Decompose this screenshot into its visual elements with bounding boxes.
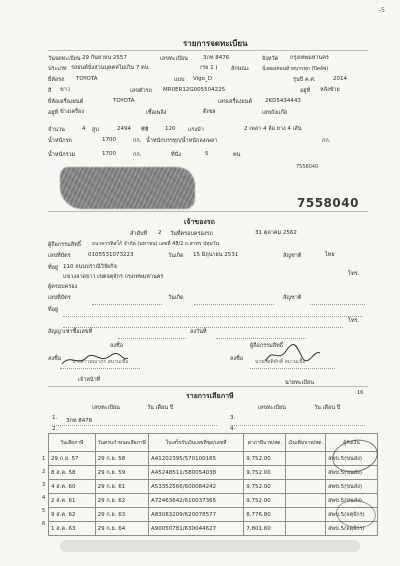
owner-heading: เจ้าของรถ <box>184 218 215 226</box>
th-receipt: ใบเสร็จรับเงินเลขที่ชุด/เลขที่ <box>148 434 243 452</box>
plate-value: 3กท 8476 <box>203 55 230 61</box>
cell-paid: 2 ส.ค. 61 <box>49 494 96 508</box>
title-divider <box>48 50 368 51</box>
cell-surcharge <box>286 452 326 466</box>
engine-loc-value: ข้างเครื่อง <box>60 109 85 115</box>
large-code: 7558040 <box>297 196 359 210</box>
owner-name-label: ผู้ถือกรรมสิทธิ์ <box>48 242 82 248</box>
sig2-label: ลงชื่อ <box>48 356 62 362</box>
style-value: นั่งสองตอนท้ายบรรทุก (ปิคอัพ) <box>262 66 329 72</box>
tax-history-table <box>48 433 378 536</box>
row-mark: 1 <box>42 456 46 462</box>
reg-date-value: 29 กันยายน 2557 <box>82 55 127 61</box>
owner-nat-value: ไทย <box>325 252 335 258</box>
registrar-role: นายทะเบียน <box>285 380 315 386</box>
cell-receiver: สพข.5(จตุจักร) <box>326 522 378 536</box>
row-mark: 6 <box>42 521 46 527</box>
cell-surcharge <box>286 494 326 508</box>
plate-label: เลขทะเบียน <box>160 56 188 62</box>
color-label: สี <box>48 88 52 94</box>
year-label: รุ่นปี ค.ศ. <box>293 77 316 83</box>
tax-row2-num: 2. <box>52 426 58 432</box>
cell-tax: 9,752.00 <box>244 452 286 466</box>
table-row <box>49 466 378 480</box>
total-weight-value: 1700 <box>102 151 116 157</box>
cell-receiver: สพข.5(ขนส่ง) <box>326 480 378 494</box>
cell-tax: 8,776.80 <box>244 508 286 522</box>
th-paid-date: วันเสียภาษี <box>49 434 96 452</box>
holder-tel-label: โทร. <box>348 318 360 324</box>
cell-paid: 9 ส.ค. 62 <box>49 508 96 522</box>
cc-unit: ซีซี <box>141 127 149 133</box>
fuel-label: เชื้อเพลิง <box>146 110 167 116</box>
holder-id-label: เลขที่บัตร <box>48 295 71 301</box>
type-value: รถยนต์นั่งส่วนบุคคลไม่เกิน 7 คน <box>71 65 149 71</box>
cell-receiver: สพข.5(ขนส่ง) <box>326 452 378 466</box>
type-label: ประเภท <box>48 66 67 72</box>
hp-value: 120 <box>165 126 176 132</box>
owner-addr-value-2: แขวงลาดยาว เขตจตุจักร กรุงเทพมหานคร <box>63 274 164 280</box>
model-value: Vigo_D <box>193 76 213 82</box>
cell-receiver: สพข.5(จตุจักร) <box>326 508 378 522</box>
cell-due: 29 ก.ย. 62 <box>95 494 148 508</box>
tax-table-header-row <box>49 434 378 452</box>
owner-date-value: 31 ตุลาคม 2562 <box>255 230 297 236</box>
cell-due: 29 ก.ย. 61 <box>95 480 148 494</box>
tax-heading: รายการเสียภาษี <box>186 392 234 400</box>
brand-value: TOYOTA <box>76 76 98 82</box>
owner-seq-value: 2 <box>158 230 162 236</box>
cell-due: 29 ก.ย. 59 <box>95 466 148 480</box>
sig-holder-role: ผู้ถือกรรมสิทธิ์ <box>250 343 284 349</box>
owner-date-label: วันที่ครอบครองรถ <box>170 231 213 237</box>
cell-paid: 8 ส.ค. 58 <box>49 466 96 480</box>
row-mark: 5 <box>42 508 46 514</box>
engine-loc-label: อยู่ที่ <box>48 110 59 116</box>
cell-surcharge <box>286 508 326 522</box>
engine-no-value: 2KD5434443 <box>265 98 301 104</box>
table-row <box>49 494 378 508</box>
chassis-loc-value: หลังซ้าย <box>320 87 340 93</box>
cell-surcharge <box>286 466 326 480</box>
weight-unit: กก. <box>133 138 142 144</box>
cell-receipt: A72463642/610037365 <box>148 494 243 508</box>
tax-row4-num: 4. <box>230 426 236 432</box>
cylinders-value: 4 <box>82 126 86 132</box>
owner-nat-label: สัญชาติ <box>283 253 302 259</box>
owner-dob-value: 15 มิถุนายน 2531 <box>193 252 239 258</box>
cell-due: 29 ก.ย. 58 <box>95 452 148 466</box>
chassis-label: เลขตัวรถ <box>130 88 152 94</box>
holder-nat-label: สัญชาติ <box>283 295 302 301</box>
scan-smudge <box>60 540 360 552</box>
cell-tax: 7,801.60 <box>244 522 286 536</box>
redaction-scribble <box>60 167 195 209</box>
cell-surcharge <box>286 522 326 536</box>
color-value: ขาว <box>60 87 70 93</box>
sig3-label: ลงชื่อ <box>230 356 244 362</box>
tax-col2-label: วัน เดือน ปี <box>147 405 174 411</box>
cell-due: 29 ก.ย. 64 <box>95 522 148 536</box>
weight-label: น้ำหนักรถ <box>48 138 72 144</box>
tax-divider <box>48 386 368 387</box>
owner-name-value: ธนาคารทิสโก้ จำกัด (มหาชน) เลขที่ 48/2 ถ.สาทร ปทุมวัน <box>92 241 219 247</box>
row-mark: 4 <box>42 495 46 501</box>
total-weight-label: น้ำหนักรวม <box>48 152 76 158</box>
cell-receiver: สพข.5(ขนส่ง) <box>326 494 378 508</box>
lease-label: สัญญาเช่าซื้อเลขที่ <box>48 329 93 335</box>
tax-row3-num: 3. <box>230 415 236 421</box>
owner-addr-label: ที่อยู่ <box>48 265 59 271</box>
th-tax: ค่าภาษีบาท/สต. <box>244 434 286 452</box>
owner-tel-label: โทร. <box>348 271 360 277</box>
seats-value: 5 <box>205 151 209 157</box>
officer-role: เจ้าหน้าที่ <box>78 377 101 383</box>
load-unit: กก. <box>322 138 331 144</box>
weight-value: 1700 <box>102 137 116 143</box>
document-title: รายการจดทะเบียน <box>183 39 248 48</box>
holder-label: ผู้ครอบครอง <box>48 284 78 290</box>
registrar-signature <box>262 343 322 365</box>
th-receiver: ผู้รับเงิน <box>326 434 378 452</box>
year-value: 2014 <box>333 76 347 82</box>
cylinders-unit: สูบ <box>92 127 99 133</box>
owner-id-label: เลขที่บัตร <box>48 253 71 259</box>
owner-divider <box>48 211 368 212</box>
table-row <box>49 452 378 466</box>
cell-paid: 4 ส.ค. 60 <box>49 480 96 494</box>
th-surcharge: เงินเพิ่มบาท/สต. <box>286 434 326 452</box>
gas-tank-label: เลขถังแก๊ส <box>262 110 288 116</box>
fuel-value: ดีเซล <box>203 109 216 115</box>
cc-value: 2494 <box>117 126 131 132</box>
tax-row1-plate: 3กท 8476 <box>66 418 93 424</box>
cell-tax: 9,752.00 <box>244 494 286 508</box>
cylinders-label: จำนวน <box>48 127 65 133</box>
chassis-value: MR0ER12G005504225 <box>163 87 226 93</box>
table-row <box>49 480 378 494</box>
style-label: ลักษณะ <box>231 66 250 72</box>
owner-id-value: 0105531073223 <box>88 252 134 258</box>
engine-brand-value: TOYOTA <box>113 98 135 104</box>
owner-seq-label: ลำดับที่ <box>130 231 148 237</box>
cell-paid: 1 ส.ค. 63 <box>49 522 96 536</box>
total-weight-unit: กก. <box>133 152 142 158</box>
tax-col3-label: เลขทะเบียน <box>258 405 286 411</box>
hp-unit: แรงม้า <box>188 127 204 133</box>
cell-receipt: A41202395/570100165 <box>148 452 243 466</box>
lease-date-label: ลงวันที่ <box>190 329 207 335</box>
tax-row1-num: 1. <box>52 415 58 421</box>
cell-receipt: A90050781/630044627 <box>148 522 243 536</box>
cell-receipt: A45248511/580054038 <box>148 466 243 480</box>
seats-unit: คน <box>233 152 241 158</box>
province-label: จังหวัด <box>262 56 279 62</box>
cell-surcharge <box>286 480 326 494</box>
holder-addr-label: ที่อยู่ <box>48 307 59 313</box>
owner-addr-value: 110 ถนนปราณีวิจัยกิจ <box>63 264 117 270</box>
page-number: -5 <box>379 7 385 14</box>
holder-dob-label: วันเกิด <box>168 295 184 301</box>
owner-dob-label: วันเกิด <box>168 253 184 259</box>
table-row <box>49 522 378 536</box>
model-label: แบบ <box>174 77 185 83</box>
engine-no-label: เลขเครื่องยนต์ <box>218 99 253 105</box>
row-mark: 3 <box>42 482 46 488</box>
axles-value: 2 เพลา 4 ล้อ ยาง 4 เส้น <box>244 126 302 132</box>
province-value: กรุงเทพมหานคร <box>290 55 329 61</box>
cell-due: 29 ก.ย. 63 <box>95 508 148 522</box>
engine-brand-label: ยี่ห้อเครื่องยนต์ <box>48 99 84 105</box>
load-label: น้ำหนักบรรทุก/น้ำหนักลงเพลา <box>146 138 218 144</box>
type-code: (รย 1 ) <box>200 65 218 71</box>
officer-signature <box>60 352 130 368</box>
chassis-loc-label: อยู่ที่ <box>300 88 311 94</box>
tax-col4-label: วัน เดือน ปี <box>314 405 341 411</box>
cell-receipt: A53352566/600084242 <box>148 480 243 494</box>
cell-tax: 9,752.00 <box>244 480 286 494</box>
th-due-date: วันครบกำหนดเสียภาษี <box>95 434 148 452</box>
brand-label: ยี่ห้อรถ <box>48 77 65 83</box>
tax-col1-label: เลขทะเบียน <box>92 405 120 411</box>
small-code: 7558040 <box>296 164 319 170</box>
row-mark: 2 <box>42 469 46 475</box>
cell-receiver: สพข.5(ขนส่ง) <box>326 466 378 480</box>
sig1-label: ลงชื่อ <box>110 343 124 349</box>
table-row <box>49 508 378 522</box>
cell-tax: 9,752.00 <box>244 466 286 480</box>
officer-name: นางสาวพณาภร สมานเชื้อ <box>72 359 129 365</box>
registrar-name: นายกิตติศักดิ์ สมานเชื้อ <box>255 359 306 365</box>
reg-date-label: วันจดทะเบียน <box>48 56 81 62</box>
seats-label: ที่นั่ง <box>171 152 182 158</box>
cell-paid: 29 ก.ย. 57 <box>49 452 96 466</box>
cell-receipt: A83083209/620078577 <box>148 508 243 522</box>
page-mark: 16 <box>357 390 364 396</box>
